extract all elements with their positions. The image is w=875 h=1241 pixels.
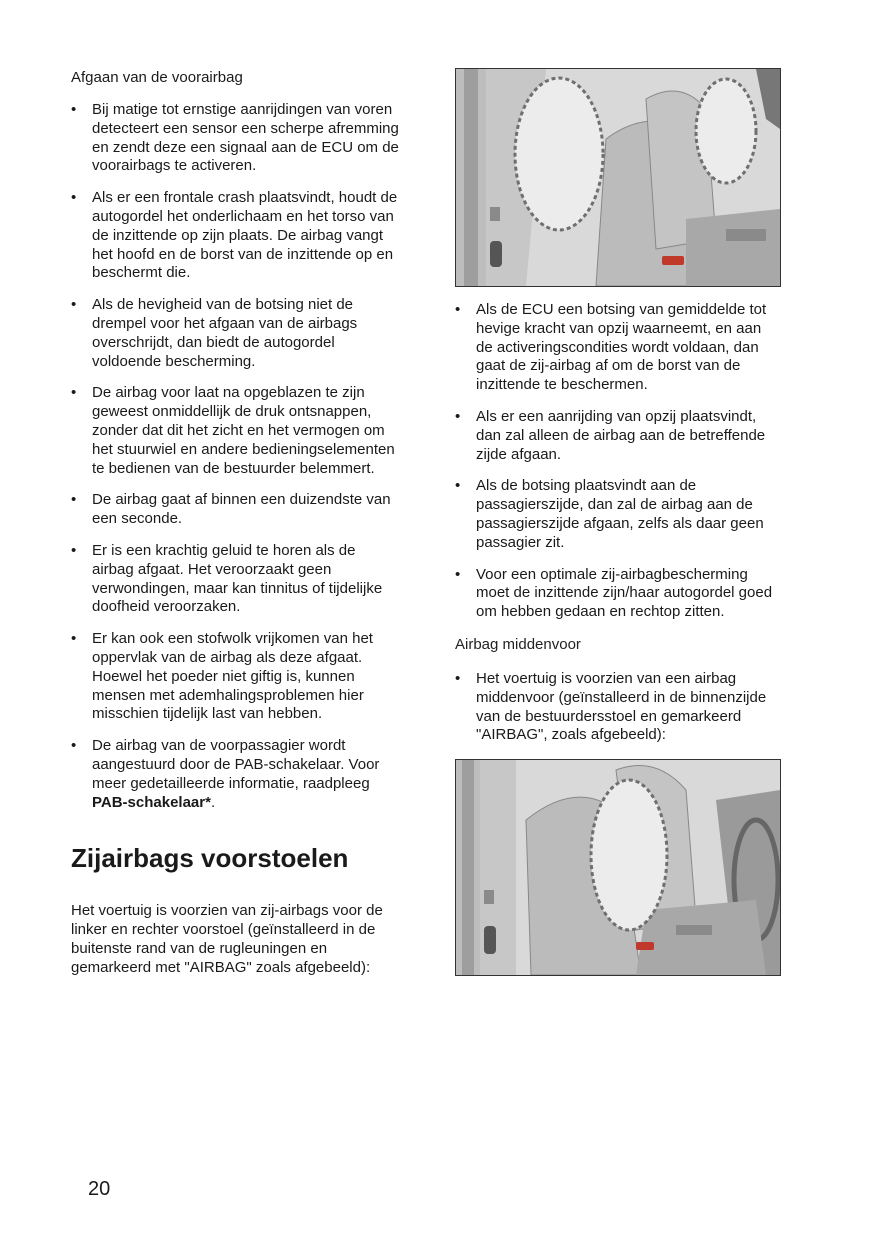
- list-item: [71, 737, 401, 812]
- list-item: [71, 630, 401, 724]
- seatbelt-buckle-red: [662, 256, 684, 265]
- deployed-airbag-left: [515, 78, 603, 230]
- center-airbag-illustration: [455, 759, 781, 976]
- list-item: [71, 491, 401, 529]
- list-item-text: Voor een optimale zij-airbagbescherming moet de inzittende zijn/haar autogordel goed om hebben gedaan en rechtop zitten.: [476, 565, 773, 621]
- seatbelt-buckle-red: [636, 942, 654, 950]
- bullet-dot: •: [455, 669, 461, 687]
- subhead-front-airbag-deployment: Afgaan van de voorairbag: [71, 69, 243, 86]
- list-item-text: De airbag gaat af binnen een duizendste van een seconde.: [92, 491, 391, 528]
- list-item-text: De airbag voor laat na opgeblazen te zijn geweest onmiddellijk de druk ontsnappen, zonder dat dit het zicht en het vermogen om het stuurwiel en andere bedieningselementen te bedienen van de bestuurder belemmert.: [92, 384, 395, 477]
- bullet-dot: •: [455, 407, 461, 425]
- list-item-text: Als de ECU een botsing van gemiddelde tot hevige kracht van opzij waarneemt, en aan de activeringscondities wordt voldaan, dan gaat de zij-airbag af om de borst van de inzittende te beschermen.: [476, 301, 767, 394]
- center-airbag-bullet-list: [455, 670, 781, 745]
- list-item-text: Als de botsing plaatsvindt aan de passagierszijde, dan zal de airbag aan de passagierszijde afgaan, zelfs als daar geen passagier zit.: [476, 477, 764, 551]
- bullet-dot: •: [71, 101, 77, 118]
- list-item: [71, 101, 401, 176]
- list-item-text: Als de hevigheid van de botsing niet de drempel voor het afgaan van de airbags overschrijdt, dan biedt de autogordel voldoende bescherming.: [92, 296, 358, 370]
- list-item: [71, 296, 401, 371]
- list-item: [71, 189, 401, 283]
- bullet-dot: •: [71, 296, 77, 314]
- bullet-dot: •: [71, 384, 77, 402]
- right-column: [455, 68, 781, 976]
- list-item-text: De airbag van de voorpassagier wordt aangestuurd door de PAB-schakelaar. Voor meer gedetailleerde informatie, raadpleeg: [92, 737, 380, 792]
- bullet-dot: •: [455, 565, 461, 583]
- list-item: [455, 301, 781, 395]
- list-item-text: Bij matige tot ernstige aanrijdingen van voren detecteert een sensor een scherpe afremming en zendt deze een signaal aan de ECU om de voorairbags te activeren.: [92, 101, 399, 175]
- deployed-center-airbag: [591, 780, 667, 930]
- list-item-text-end: .: [210, 793, 216, 811]
- pab-switch-reference: PAB-schakelaar*: [92, 793, 211, 811]
- side-airbag-drawing: [456, 69, 780, 286]
- center-airbag-drawing: [456, 760, 780, 975]
- list-item: [71, 384, 401, 478]
- bullet-dot: •: [455, 301, 461, 318]
- list-item-text: Als er een aanrijding van opzij plaatsvindt, dan zal alleen de airbag aan de betreffende zijde afgaan.: [476, 407, 766, 463]
- bullet-dot: •: [71, 541, 77, 559]
- bullet-dot: •: [71, 737, 77, 755]
- bullet-dot: •: [71, 491, 77, 509]
- list-item-text: Er kan ook een stofwolk vrijkomen van het oppervlak van de airbag als deze afgaat. Hoewel het poeder niet giftig is, kunnen mensen met ademhalingsproblemen hier misschien tijdelijk last van hebben.: [92, 630, 373, 723]
- front-airbag-bullet-list: [71, 101, 401, 812]
- list-item: [455, 670, 781, 745]
- list-item: [71, 542, 401, 617]
- subhead-center-airbag: Airbag middenvoor: [455, 635, 581, 653]
- list-item: [455, 477, 781, 552]
- list-item: [455, 566, 781, 622]
- side-airbag-illustration: [455, 68, 781, 287]
- section-title-side-airbags: Zijairbags voorstoelen: [71, 843, 349, 874]
- page-number: 20: [88, 1178, 111, 1200]
- list-item: [455, 408, 781, 464]
- deployed-airbag-right: [696, 79, 756, 183]
- bullet-dot: •: [455, 477, 461, 495]
- list-item-text: Er is een krachtig geluid te horen als de airbag afgaat. Het veroorzaakt geen verwondingen, maar kan tinnitus of tijdelijke doofheid veroorzaken.: [92, 541, 383, 616]
- bullet-dot: •: [71, 630, 77, 648]
- side-airbags-paragraph: Het voertuig is voorzien van zij-airbags voor de linker en rechter voorstoel (geïnstalleerd in de buitenste rand van de rugleuningen en gemarkeerd met "AIRBAG" zoals afgebeeld):: [71, 902, 383, 976]
- left-column: [71, 68, 401, 977]
- bullet-dot: •: [71, 189, 77, 207]
- list-item-text: Het voertuig is voorzien van een airbag middenvoor (geïnstalleerd in de binnenzijde van de bestuurdersstoel en gemarkeerd "AIRBAG", zoals afgebeeld):: [476, 669, 767, 744]
- list-item-text: Als er een frontale crash plaatsvindt, houdt de autogordel het onderlichaam en het torso van de inzittende op zijn plaats. De airbag vangt het hoofd en de borst van de inzittende op en beschermt die.: [92, 189, 398, 282]
- side-airbag-bullet-list: [455, 301, 781, 622]
